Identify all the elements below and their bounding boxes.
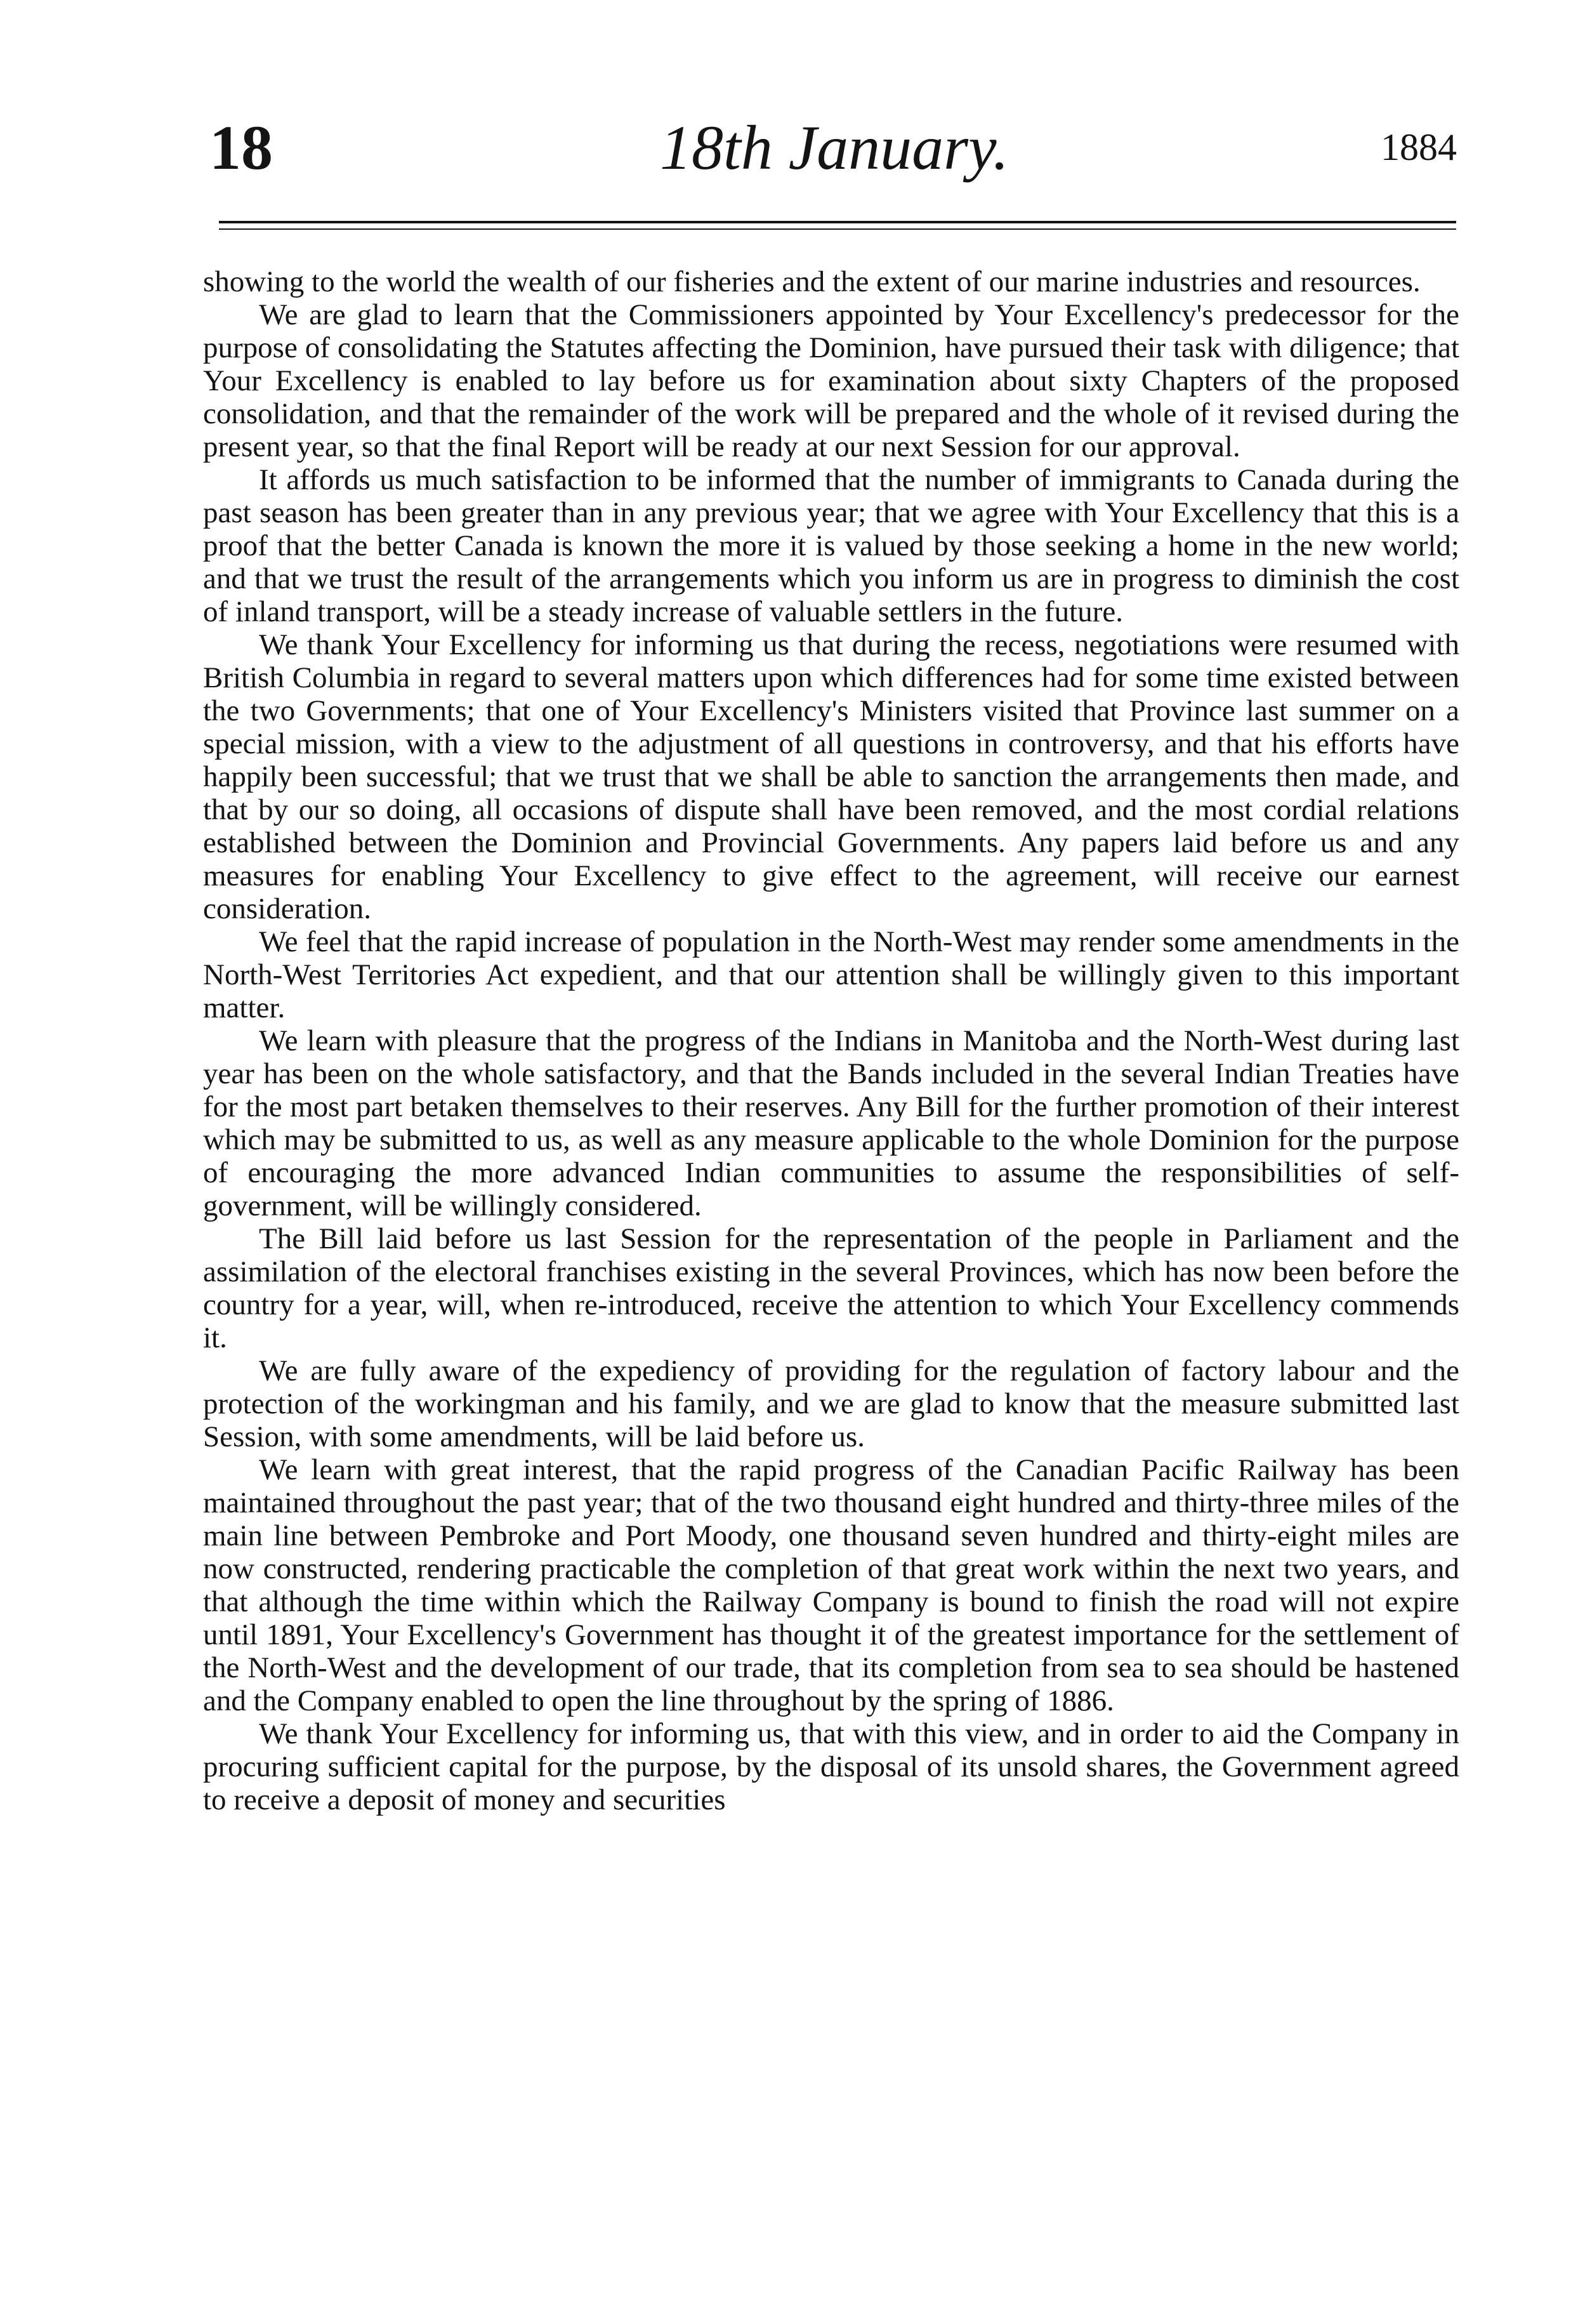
paragraph-immigration: It affords us much satisfaction to be informed that the number of immigrants to Canada during the past season has been greater than in any previous year; that we agree with Your Excellency that this is a proof that the better Canada is known the more it is valued by those seeking a home in the new world; and that we trust the result of the arrangements which you inform us are in progress to diminish the cost of inland transport, will be a steady increase of valuable settlers in the future. — [203, 463, 1459, 628]
page-number: 18 — [209, 112, 273, 183]
paragraph-pacific-railway: We learn with great interest, that the rapid progress of the Canadian Pacific Railway has been maintained throughout the past year; that of the two thousand eight hundred and thirty-three miles of the main line between Pembroke and Port Moody, one thousand seven hundred and thirty-eight miles are now constructed, rendering practicable the completion of that great work within the next two years, and that although the time within which the Railway Company is bound to finish the road will not expire until 1891, Your Excellency's Government has thought it of the greatest importance for the settlement of the North-West and the development of our trade, that its completion from sea to sea should be hastened and the Company enabled to open the line throughout by the spring of 1886. — [203, 1453, 1459, 1717]
body-text — [203, 265, 1459, 1816]
header-rule-thick — [219, 221, 1456, 223]
paragraph-indians: We learn with pleasure that the progress of the Indians in Manitoba and the North-West during last year has been on the whole satisfactory, and that the Bands included in the several Indian Treaties have for the most part betaken themselves to their reserves. Any Bill for the further promotion of their interest which may be submitted to us, as well as any measure applicable to the whole Dominion for the purpose of encouraging the more advanced Indian communities to assume the responsibilities of self-government, will be willingly considered. — [203, 1024, 1459, 1222]
paragraph-statutes: We are glad to learn that the Commissioners appointed by Your Excellency's predecessor for the purpose of consolidating the Statutes affecting the Dominion, have pursued their task with diligence; that Your Excellency is enabled to lay before us for examination about sixty Chapters of the proposed consolidation, and that the remainder of the work will be prepared and the whole of it revised during the present year, so that the final Report will be ready at our next Session for our approval. — [203, 298, 1459, 463]
paragraph-railway-capital: We thank Your Excellency for informing us, that with this view, and in order to aid the Company in procuring sufficient capital for the purpose, by the disposal of its unsold shares, the Government agreed to receive a deposit of money and securities — [203, 1717, 1459, 1816]
header-rule-thin — [219, 228, 1456, 230]
year: 1884 — [1381, 126, 1457, 168]
paragraph-north-west: We feel that the rapid increase of population in the North-West may render some amendments in the North-West Territories Act expedient, and that our attention shall be willingly given to this important matter. — [203, 925, 1459, 1024]
running-title: 18th January. — [660, 112, 1009, 183]
paragraph-franchise-bill: The Bill laid before us last Session for the representation of the people in Parliament and the assimilation of the electoral franchises existing in the several Provinces, which has now been before the country for a year, will, when re-introduced, receive the attention to which Your Excellency commends it. — [203, 1222, 1459, 1354]
paragraph-british-columbia: We thank Your Excellency for informing us that during the recess, negotiations were resumed with British Columbia in regard to several matters upon which differences had for some time existed between the two Governments; that one of Your Excellency's Ministers visited that Province last summer on a special mission, with a view to the adjustment of all questions in controversy, and that his efforts have happily been successful; that we trust that we shall be able to sanction the arrangements then made, and that by our so doing, all occasions of dispute shall have been removed, and the most cordial relations established between the Dominion and Provincial Governments. Any papers laid before us and any measures for enabling Your Excellency to give effect to the agreement, will receive our earnest consideration. — [203, 628, 1459, 925]
paragraph-continuation: showing to the world the wealth of our fisheries and the extent of our marine industries and resources. — [203, 265, 1421, 298]
paragraph-factory-labour: We are fully aware of the expediency of providing for the regulation of factory labour and the protection of the workingman and his family, and we are glad to know that the measure submitted last Session, with some amendments, will be laid before us. — [203, 1354, 1459, 1453]
page-header — [209, 113, 1457, 195]
